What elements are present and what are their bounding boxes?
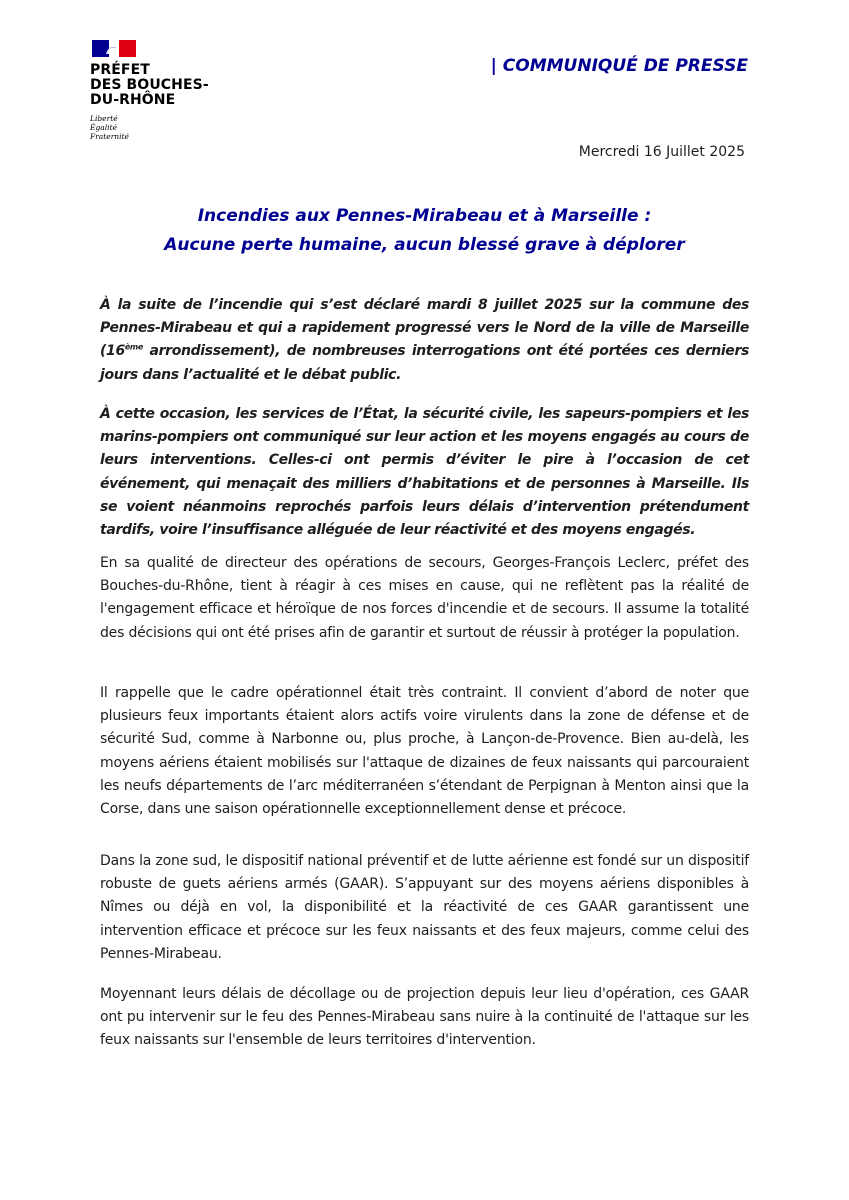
prefecture-name-line-3: DU-RHÔNE [90,92,176,108]
body-paragraph-3: Dans la zone sud, le dispositif national préventif et de lutte aérienne est fondé sur un dispositif robuste de guets aériens armés (GAAR). S’appuyant sur des moyens aériens disponibles à Nîmes ou déjà en vol, la disponibilité et la réactivité de ces GAAR garantissent une intervention efficace et précoce sur les feux naissants et des feux majeurs, comme celui des Pennes-Mirabeau. [100,853,749,962]
prefecture-name-line-1: PRÉFET [90,62,150,78]
body-paragraph-1: En sa qualité de directeur des opérations de secours, Georges-François Leclerc, préfet des Bouches-du-Rhône, tient à réagir à ces mises en cause, qui ne reflètent pas la réalité de l'engagement efficace et héroïque de nos forces d'incendie et de secours. Il assume la totalité des décisions qui ont été prises afin de garantir et surtout de réussir à protéger la population. [100,555,749,641]
body-paragraph-2: Il rappelle que le cadre opérationnel était très contraint. Il convient d’abord de noter que plusieurs feux importants étaient alors actifs voire virulents dans la zone de défense et de sécurité Sud, comme à Narbonne ou, plus proche, à Lançon-de-Provence. Bien au-delà, les moyens aériens étaient mobilisés sur l'attaque de dizaines de feux naissants qui parcouraient les neufs départements de l’arc méditerranéen s’étendant de Perpignan à Menton ainsi que la Corse, dans une saison opérationnelle exceptionnellement dense et précoce. [100,685,749,818]
marianne-flag-icon [92,40,136,57]
intro-paragraph-1-end: arrondissement), de nombreuses interrogations ont été portées ces derniers jours dans l’actualité et le débat public. [100,343,749,383]
release-date: Mercredi 16 Juillet 2025 [578,144,745,160]
prefecture-name [90,63,230,108]
republic-motto [90,114,230,141]
headline-line-1: Incendies aux Pennes-Mirabeau et à Marseille : [197,206,652,226]
intro-paragraph-1-start: À la suite de l’incendie qui s’est déclaré mardi 8 juillet 2025 sur la commune des Pennes-Mirabeau et qui a rapidement progressé vers le Nord de la ville de Marseille (16 [100,297,749,360]
intro-paragraph-1 [100,294,749,387]
motto-egalite: Égalité [90,123,117,132]
motto-fraternite: Fraternité [90,132,129,141]
press-release-title: | COMMUNIQUÉ DE PRESSE [490,56,748,76]
ordinal-suffix: ème [124,342,143,352]
prefecture-name-line-2: DES BOUCHES- [90,77,209,93]
intro-paragraph-2: À cette occasion, les services de l’État, la sécurité civile, les sapeurs-pompiers et les marins-pompiers ont communiqué sur leur action et les moyens engagés au cours de leurs interventions. Celles-ci ont permis d’éviter le pire à l’occasion de cet événement, qui menaçait des milliers d’habitations et de personnes à Marseille. Ils se voient néanmoins reprochés parfois leurs délais d’intervention prétendument tardifs, voire l’insuffisance alléguée de leur réactivité et des moyens engagés. [100,406,749,539]
body-paragraph-4: Moyennant leurs délais de décollage ou de projection depuis leur lieu d'opération, ces GAAR ont pu intervenir sur le feu des Pennes-Mirabeau sans nuire à la continuité de l'attaque sur les feux naissants sur l'ensemble de leurs territoires d'intervention. [100,986,749,1049]
headline-line-2: Aucune perte humaine, aucun blessé grave à déplorer [164,235,685,255]
prefecture-logo [90,40,230,141]
motto-liberte: Liberté [90,114,118,123]
